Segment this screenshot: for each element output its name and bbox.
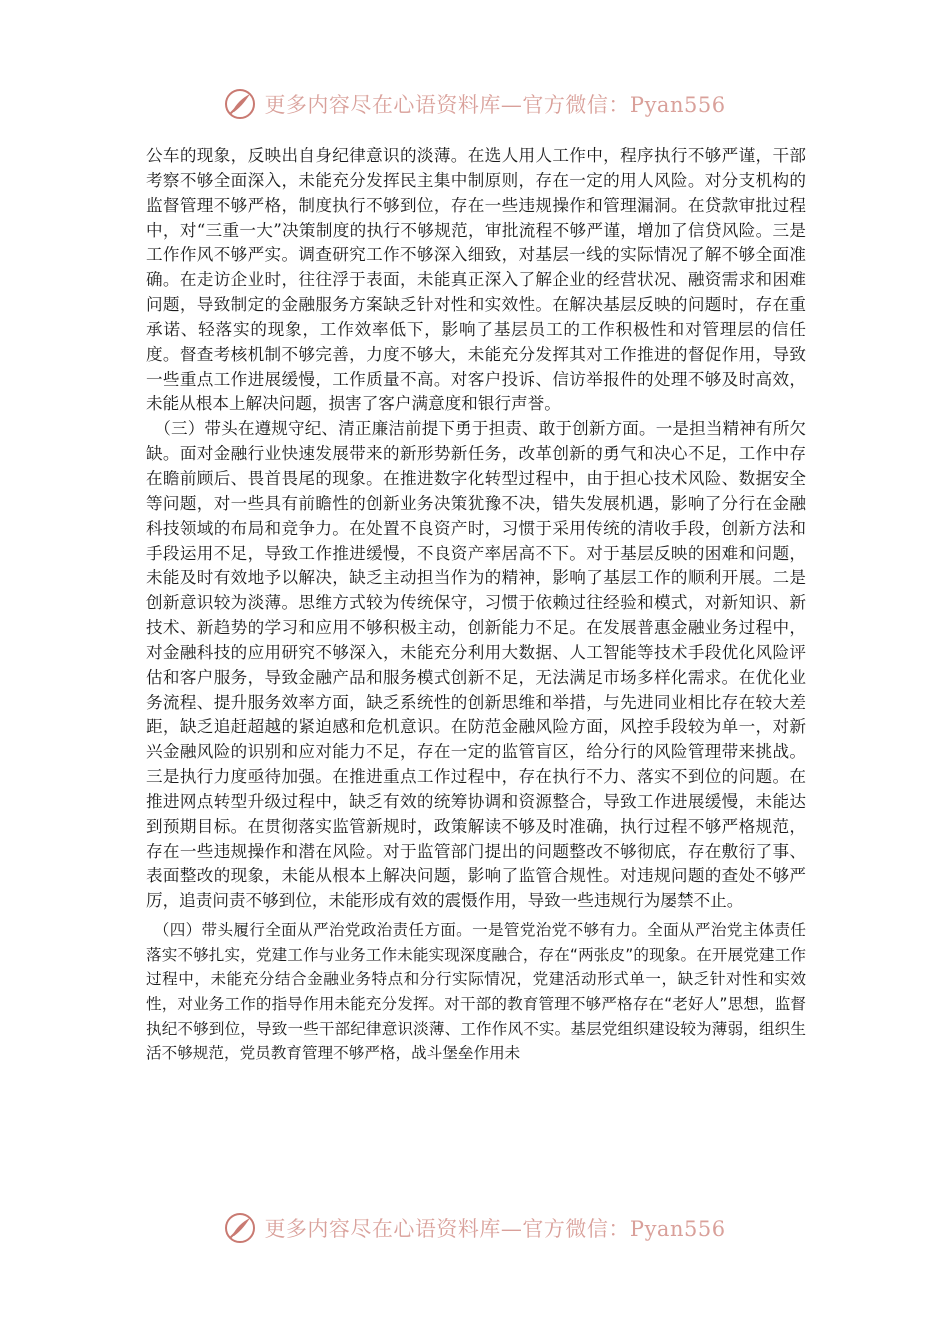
header-banner xyxy=(0,84,950,124)
document-body xyxy=(146,144,806,1066)
footer-banner-text: 更多内容尽在心语资料库—官方微信：Pyan556 xyxy=(264,1217,726,1241)
body-paragraph-1: 公车的现象，反映出自身纪律意识的淡薄。在选人用人工作中，程序执行不够严谨，干部考察不够全面深入，未能充分发挥民主集中制原则，存在一定的用人风险。对分支机构的监督管理不够严格，制度执行不够到位，存在一些违规操作和管理漏洞。在贷款审批过程中，对“三重一大”决策制度的执行不够规范，审批流程不够严谨，增加了信贷风险。三是工作作风不够严实。调查研究工作不够深入细致，对基层一线的实际情况了解不够全面准确。在走访企业时，往往浮于表面，未能真正深入了解企业的经营状况、融资需求和困难问题，导致制定的金融服务方案缺乏针对性和实效性。在解决基层反映的问题时，存在重承诺、轻落实的现象，工作效率低下，影响了基层员工的工作积极性和对管理层的信任度。督查考核机制不够完善，力度不够大，未能充分发挥其对工作推进的督促作用，导致一些重点工作进展缓慢，工作质量不高。对客户投诉、信访举报件的处理不够及时高效，未能从根本上解决问题，损害了客户满意度和银行声誉。 xyxy=(146,146,806,414)
header-banner-text: 更多内容尽在心语资料库—官方微信：Pyan556 xyxy=(264,93,726,117)
feather-pen-logo-icon xyxy=(224,88,256,120)
feather-pen-logo-icon xyxy=(224,1212,256,1244)
body-paragraph-2: （三）带头在遵规守纪、清正廉洁前提下勇于担责、敢于创新方面。一是担当精神有所欠缺。面对金融行业快速发展带来的新形势新任务，改革创新的勇气和决心不足，工作中存在瞻前顾后、畏首畏尾的现象。在推进数字化转型过程中，由于担心技术风险、数据安全等问题，对一些具有前瞻性的创新业务决策犹豫不决，错失发展机遇，影响了分行在金融科技领域的布局和竞争力。在处置不良资产时，习惯于采用传统的清收手段，创新方法和手段运用不足，导致工作推进缓慢，不良资产率居高不下。对于基层反映的困难和问题，未能及时有效地予以解决，缺乏主动担当作为的精神，影响了基层工作的顺利开展。二是创新意识较为淡薄。思维方式较为传统保守，习惯于依赖过往经验和模式，对新知识、新技术、新趋势的学习和应用不够积极主动，创新能力不足。在发展普惠金融业务过程中，对金融科技的应用研究不够深入，未能充分利用大数据、人工智能等技术手段优化风险评估和客户服务，导致金融产品和服务模式创新不足，无法满足市场多样化需求。在优化业务流程、提升服务效率方面，缺乏系统性的创新思维和举措，与先进同业相比存在较大差距，缺乏追赶超越的紧迫感和危机意识。在防范金融风险方面，风控手段较为单一，对新兴金融风险的识别和应对能力不足，存在一定的监管盲区，给分行的风险管理带来挑战。三是执行力度亟待加强。在推进重点工作过程中，存在执行不力、落实不到位的问题。在推进网点转型升级过程中，缺乏有效的统筹协调和资源整合，导致工作进展缓慢，未能达到预期目标。在贯彻落实监管新规时，政策解读不够及时准确，执行过程不够严格规范，存在一些违规操作和潜在风险。对于监管部门提出的问题整改不够彻底，存在敷衍了事、表面整改的现象，未能从根本上解决问题，影响了监管合规性。对违规问题的查处不够严厉，追责问责不够到位，未能形成有效的震慑作用，导致一些违规行为屡禁不止。 xyxy=(146,419,806,911)
header-banner-inner xyxy=(224,88,725,120)
footer-banner-inner xyxy=(224,1212,725,1244)
footer-banner xyxy=(0,1208,950,1248)
body-paragraph-3: （四）带头履行全面从严治党政治责任方面。一是管党治党不够有力。全面从严治党主体责任落实不够扎实，党建工作与业务工作未能实现深度融合，存在“两张皮”的现象。在开展党建工作过程中，未能充分结合金融业务特点和分行实际情况，党建活动形式单一，缺乏针对性和实效性，对业务工作的指导作用未能充分发挥。对干部的教育管理不够严格存在“老好人”思想，监督执纪不够到位，导致一些干部纪律意识淡薄、工作作风不实。基层党组织建设较为薄弱，组织生活不够规范，党员教育管理不够严格，战斗堡垒作用未 xyxy=(146,921,806,1063)
